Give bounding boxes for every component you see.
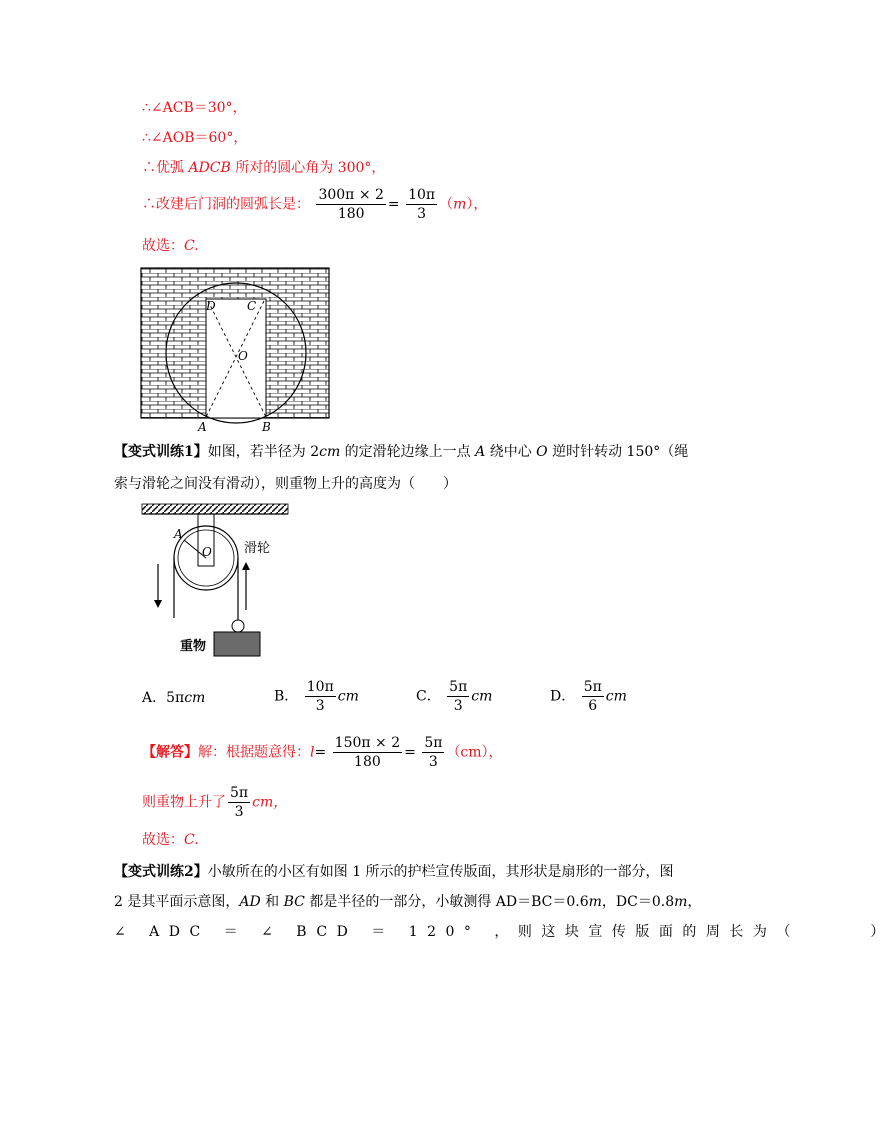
sol1-frac2-num: 10π [408,187,436,203]
weight-label: 重物 [180,639,207,654]
sol1-line4 [142,186,487,223]
ex2-line2 [114,892,701,912]
sol2-frac2-num: 5π [424,735,443,751]
option-b-fraction [305,678,336,715]
sol1-unit: m [453,196,467,213]
option-c [416,678,492,715]
sol1-unit-close: ）， [466,196,488,213]
sol1-line2 [142,128,247,148]
label-d: D [206,299,216,313]
ex1-line2 [114,474,457,494]
ex2-line1 [114,862,674,882]
sol2-line2 [142,784,287,821]
option-c-unit: cm [471,688,493,705]
sol2-frac1-num: 150π × 2 [334,735,401,751]
ex2-text-2e: ， [601,894,616,910]
option-d-den: 6 [588,698,598,714]
sol1-frac1-den: 180 [337,206,365,222]
label-c: C [247,299,257,313]
sol2-fraction-1 [333,734,402,771]
ex1-tag: 【变式训练1】 [114,444,208,460]
ex2-ad: AD [239,894,261,910]
sol2-line2-fraction [228,784,250,821]
sol1-equals: = [387,196,400,213]
pulley-figure [140,500,300,662]
sol1-frac2-den: 3 [417,206,427,222]
option-d-fraction [582,678,604,715]
ex2-unit-m2: m [674,894,688,910]
sol1-choose-answer: C. [184,238,199,254]
sol2-choose-answer: C. [184,832,199,848]
sol2-tag: 【解答】 [142,744,198,761]
label-a: A [198,420,207,434]
sol2-fraction-2 [422,734,444,771]
ex1-line1 [114,442,688,462]
pulley-label: 滑轮 [244,541,271,556]
ex2-text-2f: DC＝0.8 [615,894,675,910]
option-a [142,688,205,708]
option-c-label: C． [416,688,441,705]
ex2-tag: 【变式训练2】 [114,864,208,880]
sol1-fraction-2 [406,186,437,223]
ex2-bc: BC [283,894,305,910]
option-c-num: 5π [449,679,468,695]
option-b-unit: cm [337,688,359,705]
label-o: O [238,349,248,363]
sol1-choose-text: 故选： [142,238,184,254]
ex2-unit-m1: m [588,894,602,910]
ex1-point-o: O [536,444,548,460]
ex2-text-2d: AD＝BC＝0.6 [495,894,589,910]
sol1-unit-open: （ [439,196,454,213]
option-c-den: 3 [453,698,463,714]
option-c-fraction [447,678,469,715]
option-b-num: 10π [306,679,334,695]
sol1-line1 [142,98,247,118]
sol1-line3-a: ∴优弧 [142,160,189,176]
sol1-fraction-1 [316,186,385,223]
sol1-line3-c: 所对的圆心角为 300°， [230,160,386,176]
sol2-line2-unit: cm， [252,794,288,811]
sol2-unit: （cm）， [446,744,503,761]
sol2-line1 [142,734,503,771]
door-arch-figure [138,265,334,433]
sol1-line1-text: ∴∠ACB＝30°， [142,100,247,116]
option-a-text: A．5π [142,690,185,706]
ex2-text-2b: 和 [260,894,284,910]
ex1-text-1: 如图，若半径为 2 [207,444,320,460]
sol2-var-l: l [310,744,315,761]
ex2-text-line1: 小敏所在的小区有如图 1 所示的护栏宣传版面，其形状是扇形的一部分，图 [207,864,674,880]
sol1-line3-arc: ADCB [188,160,231,176]
sol2-equals: = [314,744,327,761]
option-b-den: 3 [315,698,325,714]
sol2-text: 解：根据题意得： [198,744,310,761]
ex2-text-line3: ∠ ADC ＝ ∠ BCD ＝ 120° ，则这块宣传版面的周长为（ ） [114,924,894,940]
ex2-text-2g: ， [687,894,702,910]
ex1-text-line2: 索与滑轮之间没有滑动），则重物上升的高度为（ ） [114,476,457,492]
ex1-text-3: 绕中心 [485,444,537,460]
sol1-line3 [142,158,385,178]
ex2-text-2c: 都是半径的一部分，小敏测得 [304,894,496,910]
option-b-label: B． [274,688,299,705]
sol2-frac1-den: 180 [354,754,381,770]
ex1-text-4: 逆时针转动 150°（绳 [547,444,689,460]
sol1-line4-text: ∴改建后门洞的圆弧长是： [142,196,310,213]
sol1-line2-text: ∴∠AOB＝60°， [142,130,248,146]
sol2-line2-den: 3 [234,804,244,820]
option-d-num: 5π [583,679,602,695]
pulley-label-a: A [174,527,183,541]
option-a-unit: cm [184,690,206,706]
option-b [274,678,359,715]
ex1-text-2: 的定滑轮边缘上一点 [340,444,476,460]
option-d-unit: cm [605,688,627,705]
sol2-equals-2: = [404,744,416,761]
sol1-line5 [142,236,199,256]
sol2-line2-text: 则重物上升了 [142,794,226,811]
ex1-unit-cm: cm [319,444,341,460]
label-b: B [262,420,271,434]
sol2-line2-num: 5π [230,785,249,801]
sol2-line3 [142,830,199,850]
sol1-frac1-num: 300π × 2 [318,187,384,203]
option-d-label: D． [550,688,576,705]
sol2-choose-text: 故选： [142,832,184,848]
ex1-point-a: A [475,444,486,460]
pulley-label-o: O [202,545,212,559]
ex2-text-2a: 2 是其平面示意图， [114,894,240,910]
option-d [550,678,627,715]
sol2-frac2-den: 3 [428,754,438,770]
ex2-line3 [114,922,894,942]
